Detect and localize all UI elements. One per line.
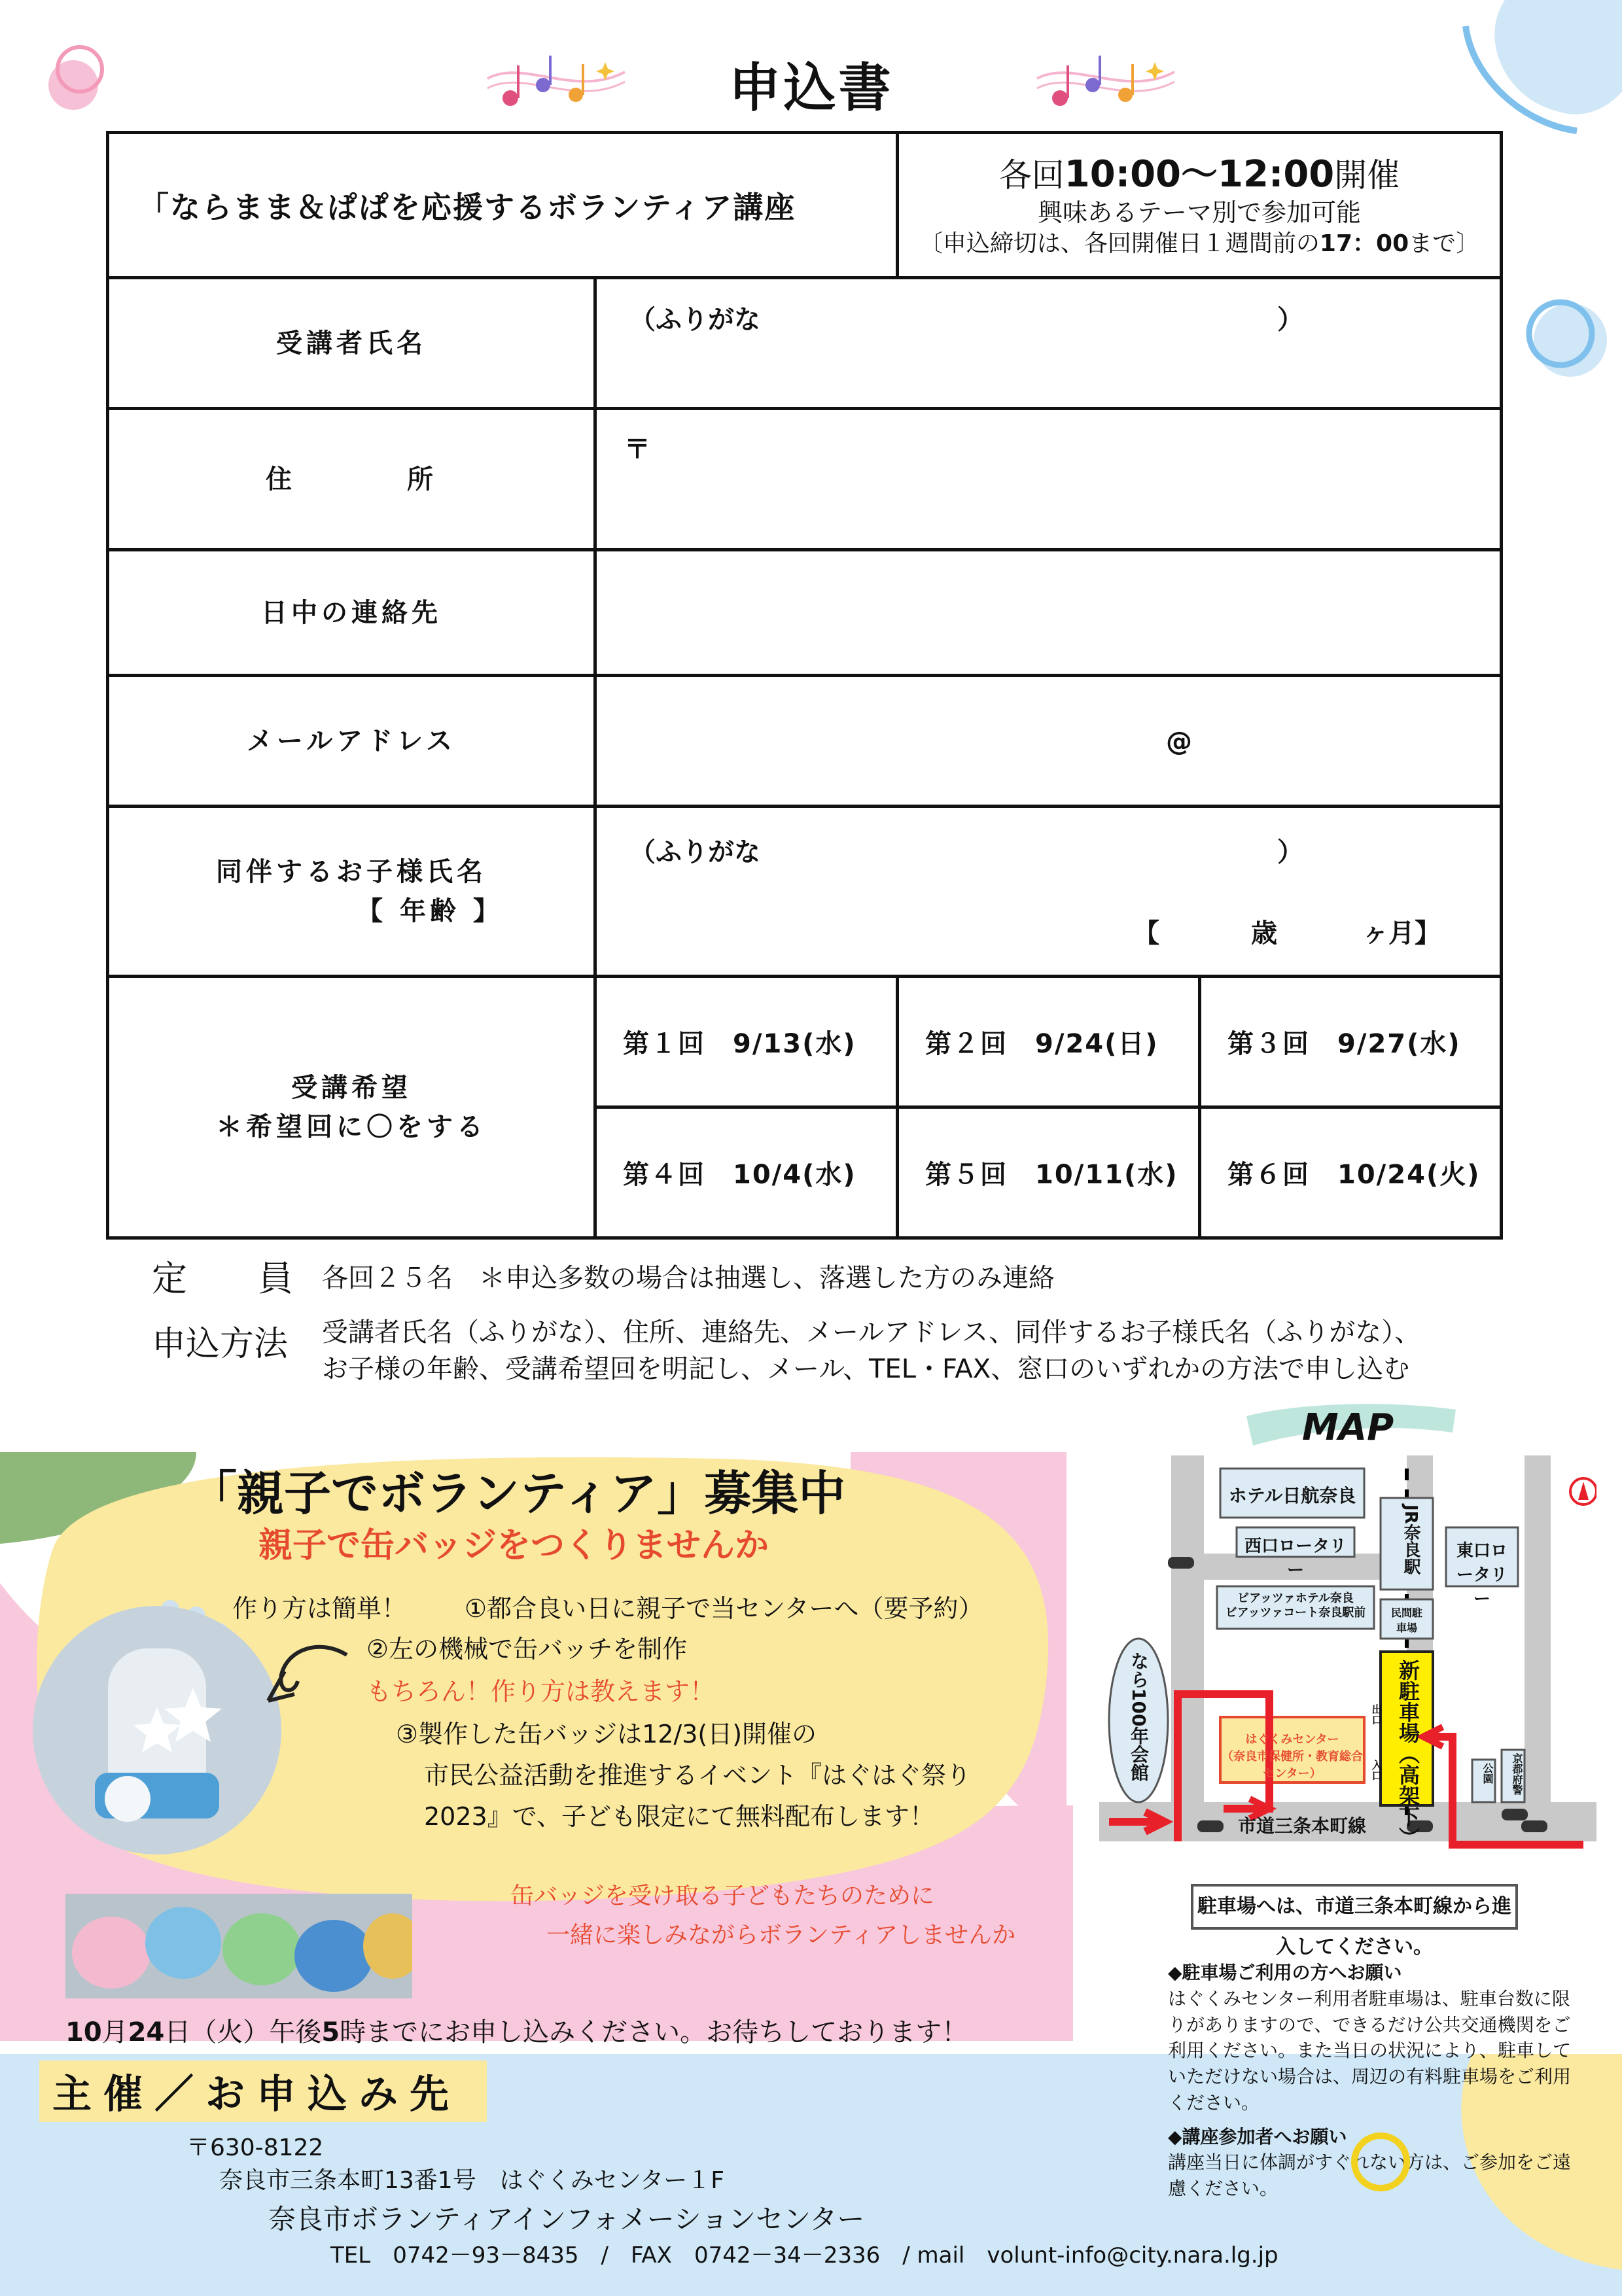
access-map xyxy=(1099,1455,1596,1874)
sessions-note: ＊希望回に〇をする xyxy=(216,1111,487,1142)
session-no: 第３回 xyxy=(1227,1029,1311,1059)
capacity-text: 各回２５名 ＊申込多数の場合は抽選し、落選した方のみ連絡 xyxy=(322,1263,1055,1293)
deadline-time: 17：00 xyxy=(1319,230,1409,257)
map-exit: 出口 xyxy=(1370,1704,1383,1725)
child-furigana-close: ） xyxy=(1277,837,1303,867)
deadline-suffix: まで〕 xyxy=(1409,230,1480,257)
name-label: 受講者氏名 xyxy=(108,278,595,409)
child-furigana-open: （ふりがな xyxy=(629,837,760,867)
map-hotel: ホテル日航奈良 xyxy=(1228,1485,1356,1506)
contact-label: 日中の連絡先 xyxy=(108,550,595,676)
page-title: 申込書 xyxy=(728,58,894,118)
email-field[interactable] xyxy=(595,676,1502,807)
deadline-prefix: 〔申込締切は、各回開催日１週間前の xyxy=(919,230,1320,257)
map-hall: なら100年会館 xyxy=(1128,1652,1150,1782)
address-field[interactable] xyxy=(595,409,1502,550)
furigana-close: ） xyxy=(1277,305,1303,335)
session-date: 10/4(水) xyxy=(733,1160,856,1190)
child-field[interactable] xyxy=(595,807,1502,977)
decor-ring xyxy=(1338,2119,1423,2204)
contact-field[interactable] xyxy=(595,550,1502,676)
deadline-hour: 5 xyxy=(321,2017,340,2047)
age-months: ヶ月】 xyxy=(1362,918,1441,948)
theme-note: 興味あるテーマ別で参加可能 xyxy=(1038,198,1362,228)
parking-notice-text: はぐくみセンター利用者駐車場は、駐車台数に限りがありますので、できるだけ公共交通機関をご利用ください。また当日の状況により、駐車していただけない場合は、周辺の有料駐車場をご利用ください。 xyxy=(1168,1987,1572,2113)
method-label: 申込方法 xyxy=(152,1325,289,1364)
organizer-name: 奈良市ボランティアインフォメーションセンター xyxy=(268,2203,865,2235)
map-police: 京都府警 xyxy=(1511,1753,1523,1795)
deadline-month: 10 xyxy=(65,2017,102,2047)
step-1: ①都合良い日に親子で当センターへ（要予約） xyxy=(465,1594,983,1623)
session-date: 9/27(水) xyxy=(1337,1029,1461,1059)
course-time: 10:00〜12:00 xyxy=(1064,153,1335,196)
step-2: ②左の機械で缶バッチを制作 xyxy=(366,1635,688,1663)
session-no: 第２回 xyxy=(925,1029,1008,1059)
session-option[interactable] xyxy=(1200,977,1502,1107)
age-years: 歳 xyxy=(1251,918,1277,948)
map-title: MAP xyxy=(1302,1406,1394,1449)
session-date: 10/24(火) xyxy=(1337,1160,1481,1190)
badges-photo xyxy=(65,1894,412,1998)
recruit-subheading: 親子で缶バッジをつくりませんか xyxy=(258,1526,769,1565)
address-label-1: 住 xyxy=(266,464,296,495)
map-entrance: 入口 xyxy=(1370,1760,1383,1781)
session-option[interactable] xyxy=(898,977,1200,1107)
application-form xyxy=(106,131,1503,1240)
step-2-note: もちろん！作り方は教えます！ xyxy=(366,1677,715,1706)
session-option[interactable] xyxy=(595,1107,898,1238)
name-field[interactable] xyxy=(595,278,1502,409)
map-parking-note: 駐車場へは、市道三条本町線から進入してください。 xyxy=(1191,1884,1518,1930)
map-viewtower: ビアッツァホテル奈良 ビアッツァコート奈良駅前 xyxy=(1225,1592,1366,1620)
email-label: メールアドレス xyxy=(108,676,595,807)
address-label xyxy=(108,409,595,550)
session-no: 第６回 xyxy=(1227,1160,1311,1190)
course-name: 「ならまま＆ぱぱを応援するボランティア講座 xyxy=(108,133,898,278)
organizer-contact: TEL 0742－93－8435 / FAX 0742－34－2336 / mail volunt-info@city.nara.lg.jp xyxy=(330,2242,1278,2269)
time-prefix: 各回 xyxy=(998,156,1065,195)
step-3-line3: 2023』で、子ども限定にて無料配布します！ xyxy=(424,1802,934,1831)
method-line2: お子様の年齢、受講希望回を明記し、メール、TEL・FAX、窓口のいずれかの方法で申し込む xyxy=(322,1354,1410,1384)
arrow-icon xyxy=(249,1635,353,1714)
recruit-heading: 「親子でボランティア」募集中 xyxy=(190,1466,846,1521)
sessions-label xyxy=(108,977,595,1238)
organizer-label: 主催／お申込み先 xyxy=(39,2061,487,2122)
map-jr-station: JR奈良駅 xyxy=(1401,1505,1420,1575)
deadline-tail: 時までにお申し込みください。お待ちしております！ xyxy=(340,2017,968,2047)
session-no: 第５回 xyxy=(925,1160,1008,1190)
step-intro: 作り方は簡単！ xyxy=(232,1594,407,1623)
session-no: 第４回 xyxy=(623,1160,705,1190)
organizer-address: 奈良市三条本町13番1号 はぐくみセンター１F xyxy=(219,2167,724,2194)
map-park: 公園 xyxy=(1481,1763,1494,1784)
email-at: @ xyxy=(1166,727,1192,757)
child-name-label: 同伴するお子様氏名 xyxy=(216,856,487,887)
session-option[interactable] xyxy=(898,1107,1200,1238)
recruit-deadline xyxy=(65,2011,968,2049)
course-schedule xyxy=(898,133,1502,278)
child-label xyxy=(108,807,595,977)
badge-machine-photo xyxy=(29,1603,285,1858)
session-option[interactable] xyxy=(595,977,898,1107)
session-date: 9/13(水) xyxy=(733,1029,856,1059)
step-3-line1: ③製作した缶バッジは12/3(日)開催の xyxy=(396,1720,817,1748)
organizer-postal: 〒630-8122 xyxy=(186,2134,324,2161)
furigana-open: （ふりがな xyxy=(629,305,760,335)
health-notice-text: 講座当日に体調がすぐれない方は、ご参加をご遠慮ください。 xyxy=(1168,2151,1572,2199)
map-roads xyxy=(1099,1455,1596,1874)
time-suffix: 開催 xyxy=(1334,156,1400,195)
map-new-parking: 新駐車場（高架下） xyxy=(1396,1660,1420,1848)
health-notice-title: ◆講座参加者へお願い xyxy=(1168,2125,1347,2148)
parking-notice-title: ◆駐車場ご利用の方へお願い xyxy=(1168,1962,1402,1983)
deadline-rest: 日（火）午後 xyxy=(164,2017,322,2047)
map-west-rotary: 西口ロータリー xyxy=(1244,1537,1347,1580)
map-road: 市道三条本町線 xyxy=(1237,1815,1366,1837)
deadline-month-unit: 月 xyxy=(101,2017,128,2047)
method-line1: 受講者氏名（ふりがな）、住所、連絡先、メールアドレス、同伴するお子様氏名（ふりがな）、 xyxy=(322,1317,1421,1348)
session-date: 9/24(日) xyxy=(1035,1029,1159,1059)
postal-mark: 〒 xyxy=(624,434,650,464)
appeal-line1: 缶バッジを受け取る子どもたちのために xyxy=(510,1883,935,1909)
address-label-2: 所 xyxy=(407,464,437,495)
map-center: はぐくみセンター （奈良市保健所・教育総合センター） xyxy=(1222,1733,1363,1781)
sessions-title: 受講希望 xyxy=(291,1072,412,1103)
age-open: 【 xyxy=(1133,918,1159,948)
step-3-line2: 市民公益活動を推進するイベント『はぐはぐ祭り xyxy=(424,1761,972,1790)
capacity-label: 定 員 xyxy=(152,1258,293,1299)
session-no: 第１回 xyxy=(623,1029,705,1059)
map-east-rotary: 東口ロータリー xyxy=(1456,1541,1507,1609)
deadline-day: 24 xyxy=(128,2017,165,2047)
appeal-line2: 一緒に楽しみながらボランティアしませんか xyxy=(546,1922,1016,1949)
session-date: 10/11(水) xyxy=(1035,1160,1178,1190)
session-option[interactable] xyxy=(1200,1107,1502,1238)
child-age-label: 【 年齢 】 xyxy=(357,896,503,926)
map-private-parking: 民間駐車場 xyxy=(1390,1607,1422,1634)
